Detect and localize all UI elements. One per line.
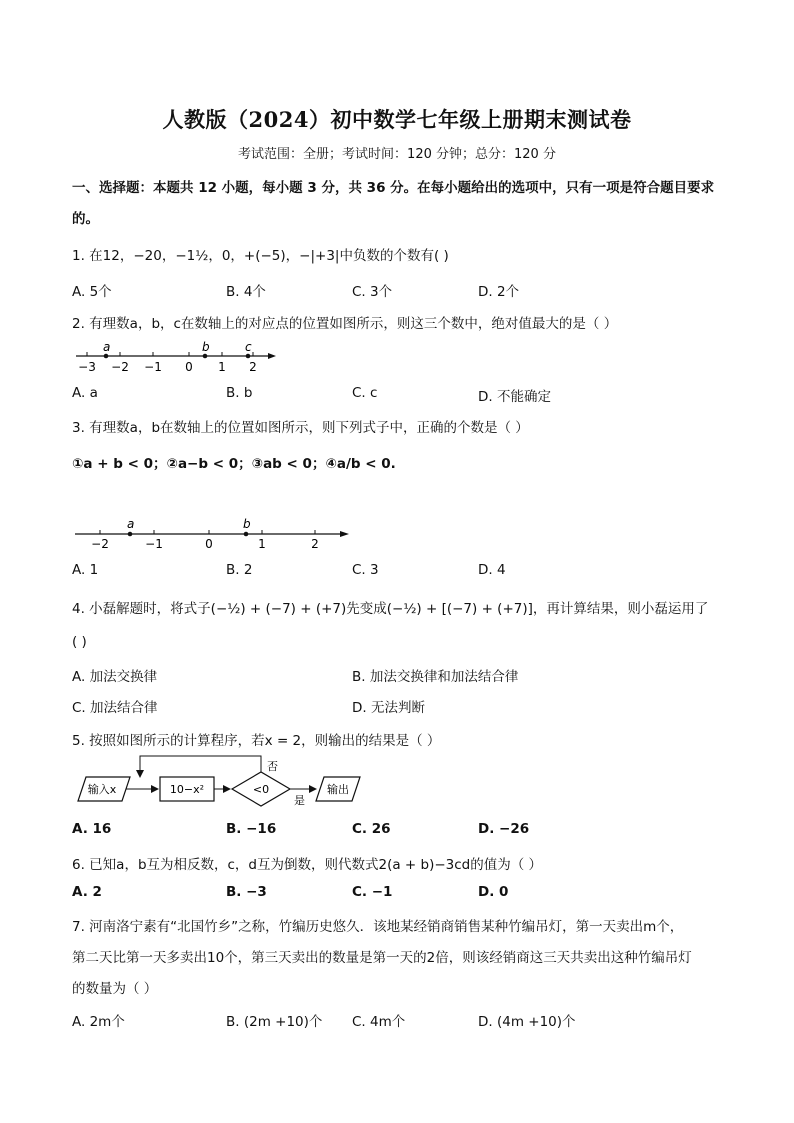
q3-point-b-label: b: [243, 517, 251, 531]
page-title: 人教版（2024）初中数学七年级上册期末测试卷: [162, 107, 632, 132]
q1-option-c[interactable]: C. 3个: [352, 284, 393, 300]
question-4-stem: 4. 小磊解题时，将式子(−½) + (−7) + (+7)先变成(−½) + [(−7) + (+7)]，再计算结果，则小磊运用了: [72, 601, 709, 617]
q6-option-a[interactable]: A. 2: [72, 884, 102, 900]
q3-option-d[interactable]: D. 4: [478, 562, 506, 578]
q3-conditions: ①a + b < 0；②a−b < 0；③ab < 0；④a/b < 0.: [72, 456, 396, 472]
q4-option-b[interactable]: B. 加法交换律和加法结合律: [352, 669, 519, 685]
q2-tick-label: −3: [78, 360, 96, 374]
q6-option-b[interactable]: B. −3: [226, 884, 267, 900]
q2-option-b[interactable]: B. b: [226, 385, 253, 401]
question-1-stem: 1. 在12，−20，−1½，0，+(−5)，−|+3|中负数的个数有( ): [72, 248, 449, 264]
q5-option-a[interactable]: A. 16: [72, 821, 112, 837]
exam-info: 考试范围：全册；考试时间：120 分钟；总分：120 分: [238, 147, 556, 162]
q3-tick-label: −2: [91, 537, 109, 551]
q1-option-b[interactable]: B. 4个: [226, 284, 266, 300]
q1-option-a[interactable]: A. 5个: [72, 284, 112, 300]
q7-option-b[interactable]: B. (2m +10)个: [226, 1014, 323, 1030]
q2-tick-label: 1: [218, 360, 226, 374]
q4-option-c[interactable]: C. 加法结合律: [72, 700, 158, 716]
q6-option-d[interactable]: D. 0: [478, 884, 509, 900]
q2-option-d[interactable]: D. 不能确定: [478, 389, 551, 405]
q3-tick-label: 0: [205, 537, 213, 551]
section-header-line2: 的。: [72, 211, 99, 227]
q2-option-a[interactable]: A. a: [72, 385, 98, 401]
q2-tick-label: −1: [144, 360, 162, 374]
flow-no-label: 否: [267, 760, 278, 773]
q2-tick-label: −2: [111, 360, 129, 374]
q2-point-c-label: c: [245, 340, 252, 354]
flow-output-label: 输出: [327, 783, 349, 796]
flow-process-label: 10−x²: [169, 783, 205, 796]
q7-option-c[interactable]: C. 4m个: [352, 1014, 406, 1030]
q3-number-line: [72, 512, 357, 554]
q5-flowchart: [72, 750, 372, 812]
q2-option-c[interactable]: C. c: [352, 385, 378, 401]
flow-yes-label: 是: [294, 794, 305, 807]
q5-option-c[interactable]: C. 26: [352, 821, 391, 837]
q5-option-d[interactable]: D. −26: [478, 821, 530, 837]
q4-option-d[interactable]: D. 无法判断: [352, 700, 425, 716]
question-4-stem-cont: ( ): [72, 634, 87, 650]
q3-option-b[interactable]: B. 2: [226, 562, 253, 578]
question-3-stem: 3. 有理数a，b在数轴上的位置如图所示，则下列式子中，正确的个数是（ ）: [72, 420, 529, 436]
q2-tick-label: 2: [249, 360, 257, 374]
section-header-line1: 一、选择题：本题共 12 小题，每小题 3 分，共 36 分。在每小题给出的选项中，只有一项是符合题目要求: [72, 180, 715, 196]
q2-point-b-label: b: [202, 340, 210, 354]
flow-condition-label: <0: [252, 783, 270, 796]
question-6-stem: 6. 已知a，b互为相反数，c，d互为倒数，则代数式2(a + b)−3cd的值为（ ）: [72, 857, 543, 873]
q2-number-line: [72, 338, 282, 378]
q3-tick-label: 2: [311, 537, 319, 551]
q2-point-a-label: a: [103, 340, 111, 354]
q3-tick-label: 1: [258, 537, 266, 551]
q3-point-a-label: a: [127, 517, 135, 531]
q2-tick-label: 0: [185, 360, 193, 374]
flow-input-label: 输入x: [87, 783, 117, 796]
question-7-line2: 第二天比第一天多卖出10个，第三天卖出的数量是第一天的2倍，则该经销商这三天共卖出这种竹编吊灯: [72, 950, 692, 966]
q3-option-c[interactable]: C. 3: [352, 562, 379, 578]
q5-option-b[interactable]: B. −16: [226, 821, 277, 837]
q3-tick-label: −1: [145, 537, 163, 551]
question-5-stem: 5. 按照如图所示的计算程序，若x = 2，则输出的结果是（ ）: [72, 733, 441, 749]
question-7-line3: 的数量为（ ）: [72, 981, 158, 997]
q7-option-a[interactable]: A. 2m个: [72, 1014, 125, 1030]
question-7-line1: 7. 河南洛宁素有“北国竹乡”之称，竹编历史悠久．该地某经销商销售某种竹编吊灯，第一天卖出m个，: [72, 919, 684, 935]
q1-option-d[interactable]: D. 2个: [478, 284, 520, 300]
q7-option-d[interactable]: D. (4m +10)个: [478, 1014, 576, 1030]
q3-option-a[interactable]: A. 1: [72, 562, 99, 578]
question-2-stem: 2. 有理数a，b，c在数轴上的对应点的位置如图所示，则这三个数中，绝对值最大的是（ ）: [72, 316, 618, 332]
q6-option-c[interactable]: C. −1: [352, 884, 393, 900]
q4-option-a[interactable]: A. 加法交换律: [72, 669, 158, 685]
